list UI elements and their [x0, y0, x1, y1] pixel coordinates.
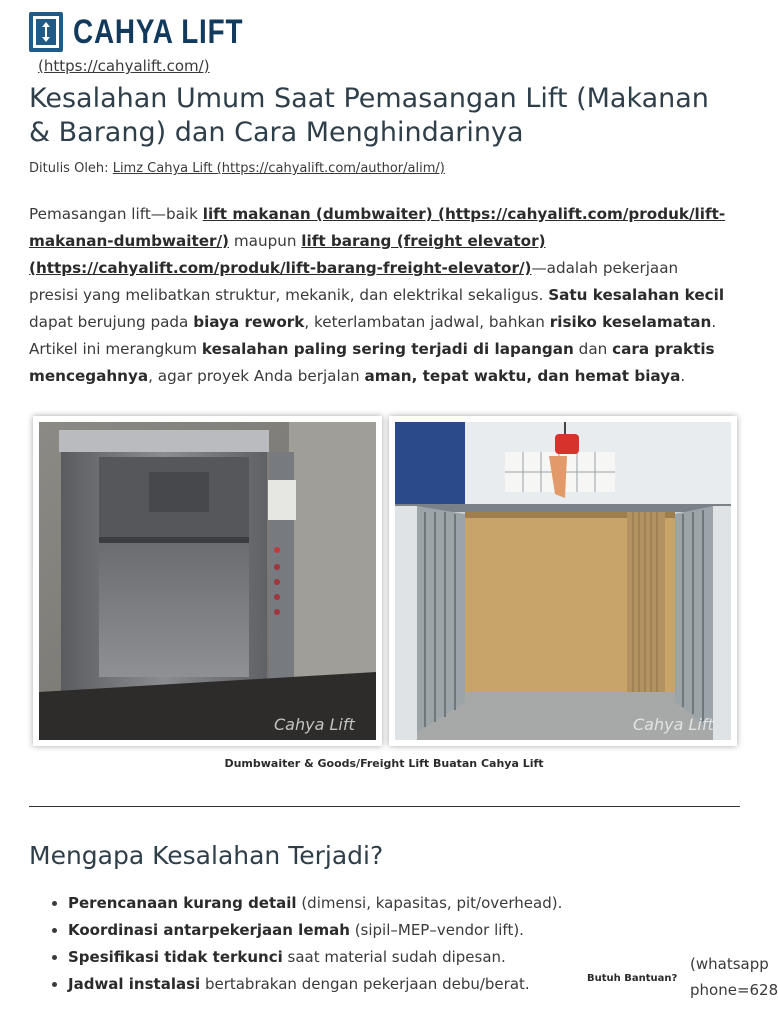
list-item-bold: Spesifikasi tidak terkunci — [68, 948, 283, 966]
article-title: Kesalahan Umum Saat Pemasangan Lift (Makanan & Barang) dan Cara Menghindarinya — [29, 83, 709, 148]
intro-bold: biaya rework — [193, 313, 305, 331]
byline — [29, 161, 445, 176]
intro-paragraph-1 — [29, 201, 729, 336]
watermark-text: Cahya Lift — [633, 715, 714, 734]
home-link[interactable]: (https://cahyalift.com/) — [38, 57, 210, 75]
section-heading: Mengapa Kesalahan Terjadi? — [29, 841, 384, 870]
help-label[interactable]: Butuh Bantuan? — [587, 973, 678, 984]
dumbwaiter-photo — [33, 416, 382, 746]
dumbwaiter-product-link[interactable]: lift makanan (dumbwaiter) (https://cahyalift.com/produk/lift-makanan-dumbwaiter/) — [29, 205, 726, 250]
article-intro — [29, 201, 729, 390]
whatsapp-link[interactable] — [690, 951, 778, 1003]
image-caption: Dumbwaiter & Goods/Freight Lift Buatan Cahya Lift — [224, 757, 544, 770]
author-link[interactable]: Limz Cahya Lift (https://cahyalift.com/author/alim/) — [112, 161, 445, 176]
intro-text: Pemasangan lift—baik — [29, 205, 203, 223]
freight-elevator-product-link[interactable]: lift barang (freight elevator) (https://cahyalift.com/produk/lift-barang-freight-elevator/) — [29, 232, 546, 277]
intro-text: , agar proyek Anda berjalan — [148, 367, 365, 385]
list-item-bold: Koordinasi antarpekerjaan lemah — [68, 921, 350, 939]
list-item-bold: Perencanaan kurang detail — [68, 894, 297, 912]
intro-bold: risiko keselamatan — [549, 313, 712, 331]
freight-lift-photo — [389, 416, 737, 746]
intro-text: dan — [573, 340, 613, 358]
whatsapp-link-line[interactable]: (whatsapp — [690, 955, 769, 973]
intro-paragraph-2 — [29, 336, 729, 390]
intro-text: . — [680, 367, 686, 385]
intro-bold: kesalahan paling sering terjadi di lapangan — [201, 340, 574, 358]
list-item-text: saat material sudah dipesan. — [282, 948, 506, 966]
list-item-text: bertabrakan dengan pekerjaan debu/berat. — [200, 975, 530, 993]
list-item-bold: Jadwal instalasi — [68, 975, 201, 993]
reasons-list — [29, 890, 628, 998]
section-divider — [29, 806, 740, 807]
list-item-text: (sipil–MEP–vendor lift). — [349, 921, 524, 939]
watermark-text: Cahya Lift — [274, 715, 355, 734]
list-item — [68, 944, 628, 971]
list-item-text: (dimensi, kapasitas, pit/overhead). — [296, 894, 563, 912]
intro-bold: aman, tepat waktu, dan hemat biaya — [364, 367, 681, 385]
intro-text: . — [711, 313, 717, 331]
elevator-icon — [29, 12, 63, 52]
list-item — [68, 971, 628, 998]
site-logo[interactable] — [29, 11, 281, 53]
intro-text: , keterlambatan jadwal, bahkan — [304, 313, 550, 331]
byline-prefix: Ditulis Oleh: — [29, 161, 109, 176]
logo-wordmark: CAHYA LIFT — [73, 12, 244, 51]
whatsapp-link-line[interactable]: phone=628 — [690, 981, 778, 999]
intro-bold: Satu kesalahan kecil — [548, 286, 725, 304]
intro-text: Artikel ini merangkum — [29, 340, 202, 358]
intro-text: maupun — [229, 232, 302, 250]
intro-text: —adalah pekerjaan presisi yang melibatkan struktur, mekanik, dan elektrikal sekaligus. — [29, 259, 679, 304]
intro-text: dapat berujung pada — [29, 313, 194, 331]
intro-bold: cara praktis mencegahnya — [29, 340, 715, 385]
list-item — [68, 890, 628, 917]
list-item — [68, 917, 628, 944]
